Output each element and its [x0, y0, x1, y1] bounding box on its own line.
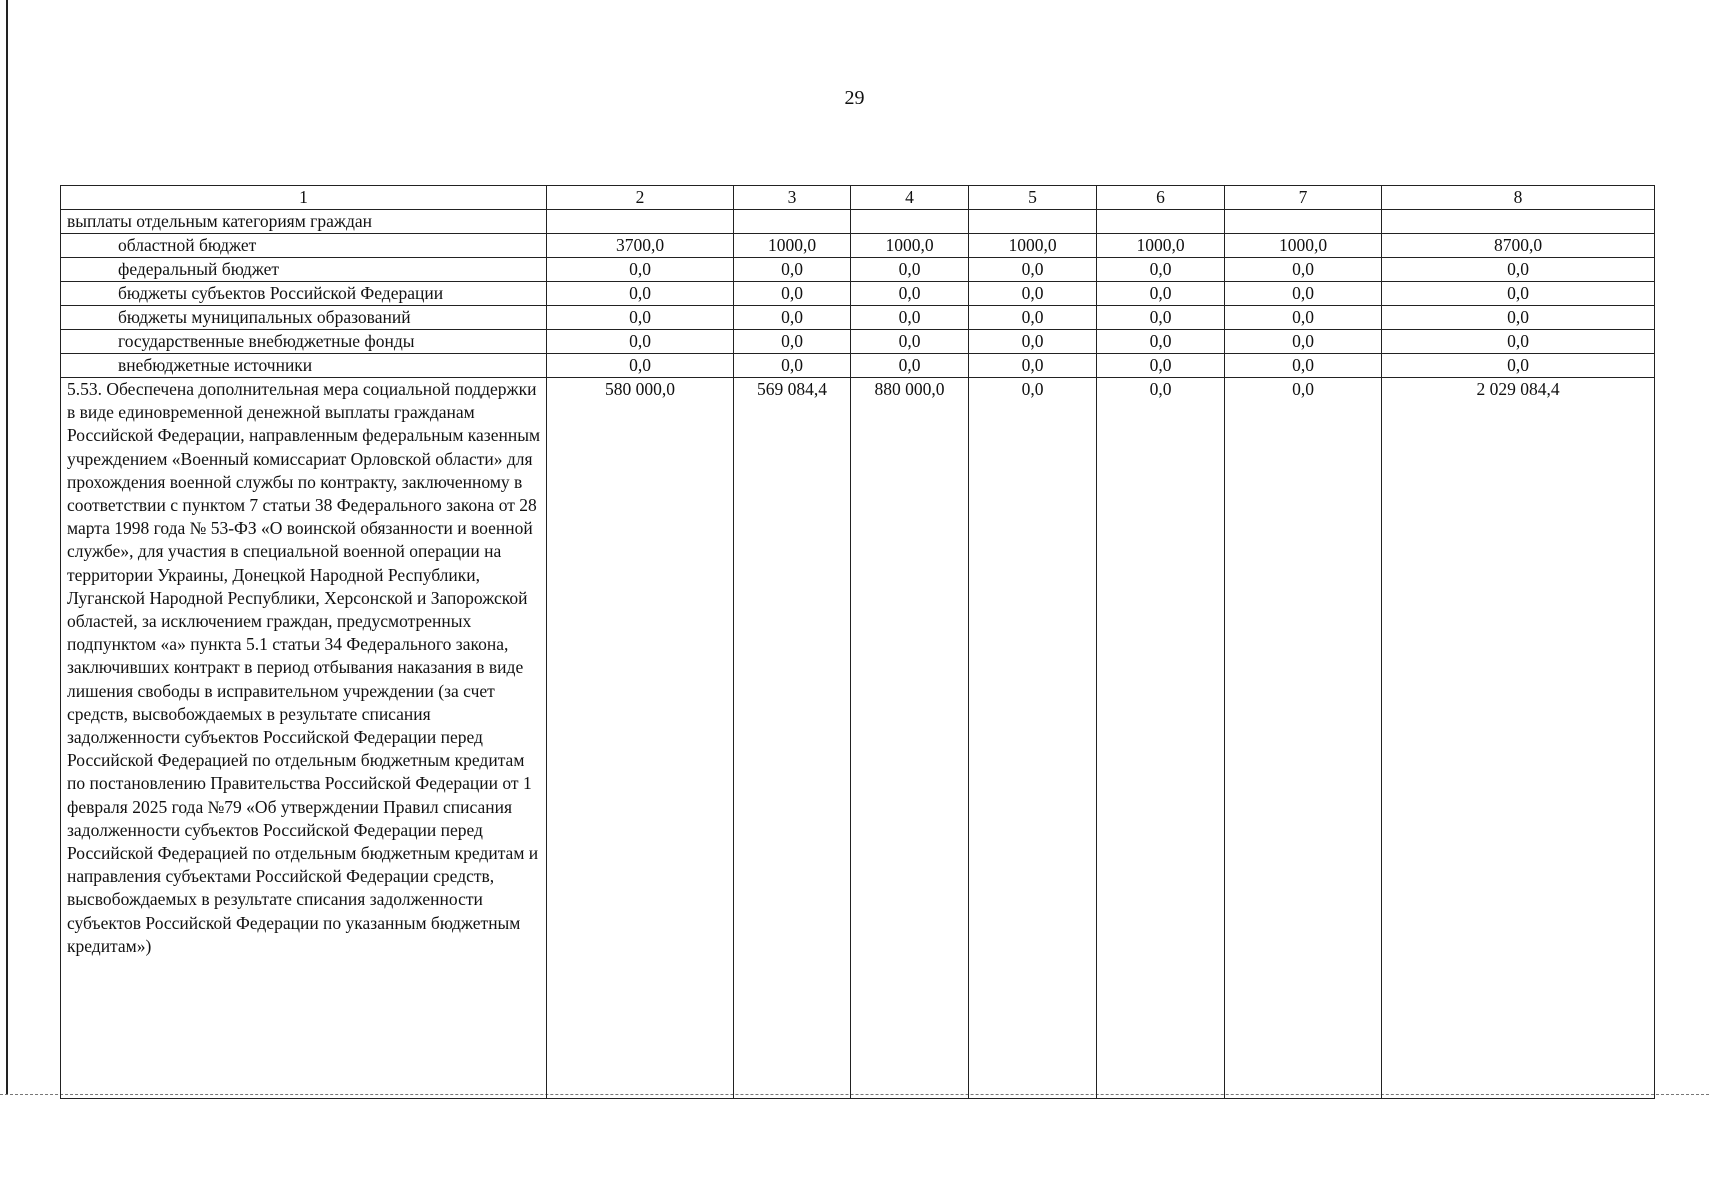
cell-value: 0,0 — [734, 306, 851, 330]
column-header: 3 — [734, 186, 851, 210]
cell-value: 1000,0 — [969, 234, 1097, 258]
cell-value: 0,0 — [547, 354, 734, 378]
cell-value: 0,0 — [851, 282, 969, 306]
cell-value: 0,0 — [969, 306, 1097, 330]
cell-value: 880 000,0 — [851, 378, 969, 1099]
cell-value: 0,0 — [1382, 354, 1655, 378]
section-label-row — [61, 210, 1655, 234]
table-row — [61, 282, 1655, 306]
cell-value: 0,0 — [969, 378, 1097, 1099]
cell-value: 0,0 — [851, 354, 969, 378]
cell-value: 0,0 — [734, 282, 851, 306]
cell-value: 0,0 — [1097, 306, 1225, 330]
row-label: бюджеты субъектов Российской Федерации — [61, 282, 547, 306]
table-header-row — [61, 186, 1655, 210]
cell-value: 0,0 — [1097, 378, 1225, 1099]
cell-value: 0,0 — [1225, 378, 1382, 1099]
cell-value: 0,0 — [1225, 330, 1382, 354]
cell-value: 0,0 — [1097, 282, 1225, 306]
cell-value: 0,0 — [547, 306, 734, 330]
cell-value: 0,0 — [547, 330, 734, 354]
table-row — [61, 234, 1655, 258]
cell-value: 0,0 — [851, 330, 969, 354]
column-header: 8 — [1382, 186, 1655, 210]
cell-value: 580 000,0 — [547, 378, 734, 1099]
cell-value: 0,0 — [1382, 258, 1655, 282]
cell-value: 0,0 — [969, 330, 1097, 354]
cell-value: 0,0 — [1097, 354, 1225, 378]
row-label: областной бюджет — [61, 234, 547, 258]
cell-value: 0,0 — [1225, 282, 1382, 306]
cell-value: 8700,0 — [1382, 234, 1655, 258]
cell-value: 0,0 — [969, 258, 1097, 282]
cell-value: 0,0 — [734, 258, 851, 282]
cell-value: 0,0 — [851, 306, 969, 330]
page-number: 29 — [844, 87, 865, 109]
cell-value: 0,0 — [969, 282, 1097, 306]
column-header: 5 — [969, 186, 1097, 210]
cell-value: 1000,0 — [851, 234, 969, 258]
cell-value: 0,0 — [547, 258, 734, 282]
column-header: 4 — [851, 186, 969, 210]
cell-value: 0,0 — [1097, 330, 1225, 354]
cell-value: 1000,0 — [734, 234, 851, 258]
cell-value: 0,0 — [1225, 306, 1382, 330]
column-header: 2 — [547, 186, 734, 210]
column-header: 6 — [1097, 186, 1225, 210]
row-label: федеральный бюджет — [61, 258, 547, 282]
measure-row — [61, 378, 1655, 1099]
section-label: выплаты отдельным категориям граждан — [61, 210, 547, 234]
cell-value: 0,0 — [1225, 354, 1382, 378]
row-label: внебюджетные источники — [61, 354, 547, 378]
column-header: 1 — [61, 186, 547, 210]
cell-value: 0,0 — [969, 354, 1097, 378]
table-row — [61, 306, 1655, 330]
cell-value: 3700,0 — [547, 234, 734, 258]
cell-value: 569 084,4 — [734, 378, 851, 1099]
cell-value: 0,0 — [1382, 306, 1655, 330]
table-row — [61, 258, 1655, 282]
cell-value: 0,0 — [851, 258, 969, 282]
cell-value: 2 029 084,4 — [1382, 378, 1655, 1099]
cell-value: 0,0 — [547, 282, 734, 306]
cell-value: 0,0 — [734, 354, 851, 378]
row-label: бюджеты муниципальных образований — [61, 306, 547, 330]
cell-value: 1000,0 — [1225, 234, 1382, 258]
cell-value: 0,0 — [1382, 330, 1655, 354]
measure-description: 5.53. Обеспечена дополнительная мера социальной поддержки в виде единовременной денежной выплаты гражданам Российской Федерации, направленным федеральным казенным учреждением «Военный комиссариат Орловской области» для прохождения военной службы по контракту, заключенному в соответствии с пунктом 7 статьи 38 Федерального закона от 28 марта 1998 года № 53-ФЗ «О воинской обязанности и военной службе», для участия в специальной военной операции на территории Украины, Донецкой Народной Республики, Луганской Народной Республики, Херсонской и Запорожской областей, за исключением граждан, предусмотренных подпунктом «а» пункта 5.1 статьи 34 Федерального закона, заключивших контракт в период отбывания наказания в виде лишения свободы в исправительном учреждении (за счет средств, высвобождаемых в результате списания задолженности субъектов Российской Федерации перед Российской Федерацией по отдельным бюджетным кредитам по постановлению Правительства Российской Федерации от 1 февраля 2025 года №79 «Об утверждении Правил списания задолженности субъектов Российской Федерации перед Российской Федерацией по отдельным бюджетным кредитам и направления субъектами Российской Федерации средств, высвобождаемых в результате списания задолженности субъектов Российской Федерации по указанным бюджетным кредитам») — [61, 378, 547, 1099]
scan-left-edge — [6, 0, 8, 1095]
cell-value: 0,0 — [1225, 258, 1382, 282]
table-row — [61, 330, 1655, 354]
cell-value: 0,0 — [1382, 282, 1655, 306]
table-row — [61, 354, 1655, 378]
cell-value: 1000,0 — [1097, 234, 1225, 258]
column-header: 7 — [1225, 186, 1382, 210]
cell-value: 0,0 — [1097, 258, 1225, 282]
budget-table — [60, 185, 1655, 1099]
row-label: государственные внебюджетные фонды — [61, 330, 547, 354]
cell-value: 0,0 — [734, 330, 851, 354]
